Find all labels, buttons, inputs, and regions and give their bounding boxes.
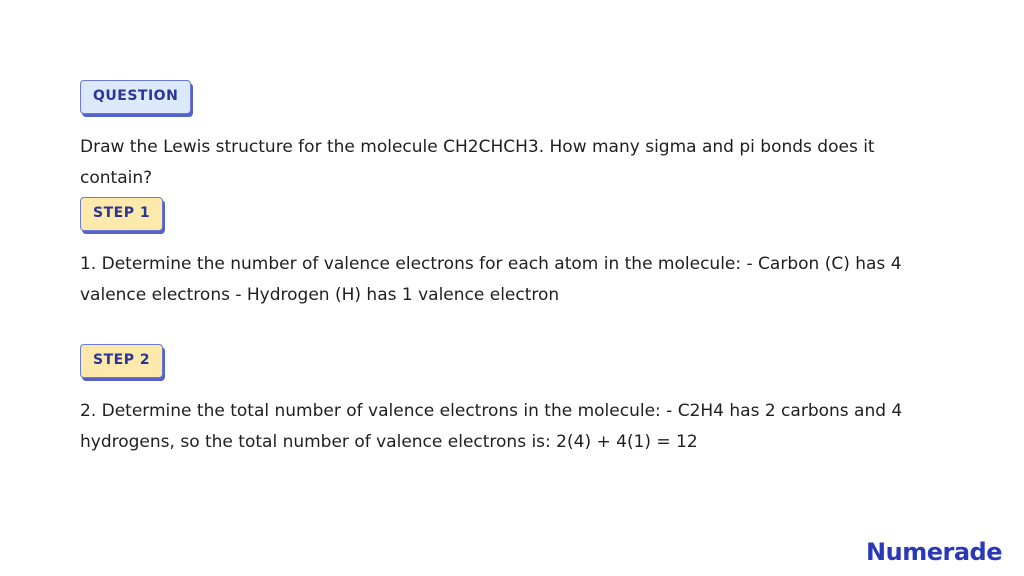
question-badge: QUESTION <box>80 80 191 114</box>
step-1-badge: STEP 1 <box>80 197 163 231</box>
step-2-badge: STEP 2 <box>80 344 163 378</box>
question-text: Draw the Lewis structure for the molecule CH2CHCH3. How many sigma and pi bonds does it contain? <box>80 137 875 188</box>
step-2-text: 2. Determine the total number of valence electrons in the molecule: - C2H4 has 2 carbons and 4 hydrogens, so the total number of valence electrons is: 2(4) + 4(1) = 12 <box>80 401 903 452</box>
numerade-logo: Numerade <box>866 538 1002 566</box>
step-1-text: 1. Determine the number of valence electrons for each atom in the molecule: - Carbon (C) has 4 valence electrons - Hydrogen (H) has 1 valence electron <box>80 254 902 305</box>
